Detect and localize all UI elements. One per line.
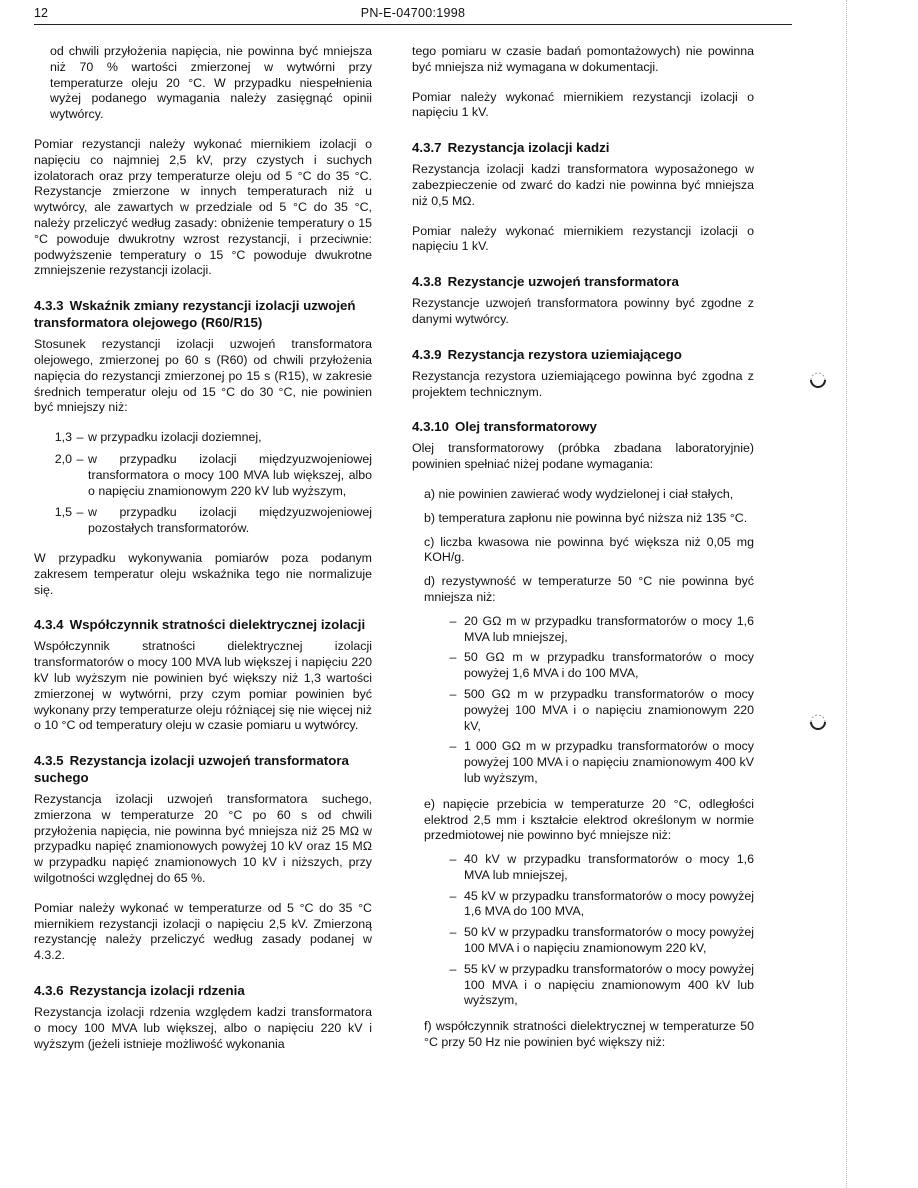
section-heading-4-3-8: 4.3.8 Rezystancje uzwojeń transformatora [412,274,679,290]
resistivity-list [412,614,754,787]
list-item: 2,0 – w przypadku izolacji międzyuzwojeniowej transformatora o mocy 100 MVA lub większej, albo o napięciu znamionowym 220 kV lub wyższym, [54,451,372,498]
list-item: c) liczba kwasowa nie powinna być większa niż 0,05 mg KOH/g. [424,534,754,565]
list-item: – 500 GΩ m w przypadku transformatorów o mocy powyżej 100 MVA i o napięciu znamionowym 220 kV, [449,686,754,733]
list-item: e) napięcie przebicia w temperaturze 20 °C, odległości elektrod 2,5 mm i kształcie elektrod określonym w normie przedmiotowej nie powinno być mniejsze niż: [424,796,754,843]
page-header [34,6,792,25]
section-heading-4-3-6: 4.3.6 Rezystancja izolacji rdzenia [34,983,245,999]
paragraph: Rezystancja rezystora uziemiającego powinna być zgodna z projektem technicznym. [412,368,754,399]
page-number: 12 [34,6,48,20]
list-item: b) temperatura zapłonu nie powinna być niższa niż 135 °C. [424,510,748,525]
section-heading-4-3-5: 4.3.5 Rezystancja izolacji uzwojeń transformatora suchego [34,753,349,786]
punch-hole-icon [808,714,828,734]
list-item: 1,3 – w przypadku izolacji doziemnej, [54,430,262,445]
section-heading-4-3-4: 4.3.4 Współczynnik stratności dielektrycznej izolacji [34,617,366,633]
paragraph: Rezystancje uzwojeń transformatora powinny być zgodne z danymi wytwórcy. [412,296,754,326]
punch-hole-icon [808,372,828,392]
section-heading-4-3-3: 4.3.3 Wskaźnik zmiany rezystancji izolacji uzwojeń transformatora olejowego (R60/R15) [34,298,356,331]
section-heading-4-3-7: 4.3.7 Rezystancja izolacji kadzi [412,140,610,156]
list-item: – 50 GΩ m w przypadku transformatorów o mocy powyżej 1,6 MVA i do 100 MVA, [449,650,754,681]
list-item: f) współczynnik stratności dielektrycznej w temperaturze 50 °C przy 50 Hz nie powinien być większy niż: [424,1019,754,1050]
breakdown-voltage-list [412,852,754,1009]
list-item: 1,5 – w przypadku izolacji międzyuzwojeniowej pozostałych transformatorów. [54,505,372,536]
requirements-list [412,487,754,1051]
list-item: – 55 kV w przypadku transformatorów o mocy powyżej 100 MVA i o napięciu znamionowym 400 kV lub wyższym, [449,961,754,1008]
list-item: – 50 kV w przypadku transformatorów o mocy powyżej 100 MVA i o napięciu znamionowym 220 kV, [449,925,754,956]
list-item: – 1 000 GΩ m w przypadku transformatorów o mocy powyżej 100 MVA i o napięciu znamionowym 400 kV lub wyższym, [449,739,754,785]
standard-number: PN-E-04700:1998 [360,6,466,20]
list-item: – 40 kV w przypadku transformatorów o mocy 1,6 MVA lub mniejszej, [449,852,754,882]
scan-margin-edge [846,0,851,1188]
paragraph: Pomiar należy wykonać miernikiem rezystancji izolacji o napięciu 1 kV. [412,89,754,120]
list-item: a) nie powinien zawierać wody wydzielonej i ciał stałych, [424,486,734,501]
paragraph: Pomiar należy wykonać w temperaturze od 5 °C do 35 °C miernikiem rezystancji izolacji o napięciu 2,5 kV. Zmierzoną rezystancję należy przeliczyć według zasady podanej w 4.3.2. [34,900,372,963]
paragraph: Pomiar należy wykonać miernikiem rezystancji izolacji o napięciu 1 kV. [412,223,754,254]
section-heading-4-3-9: 4.3.9 Rezystancja rezystora uziemiającego [412,346,682,362]
paragraph: tego pomiaru w czasie badań pomontażowych) nie powinna być mniejsza niż wymagana w dokumentacji. [412,44,754,74]
paragraph: Olej transformatorowy (próbka zbadana laboratoryjnie) powinien spełniać niżej podane wymagania: [412,441,754,472]
list-item: – 45 kV w przypadku transformatorów o mocy powyżej 1,6 MVA do 100 MVA, [449,888,754,919]
paragraph: Rezystancja izolacji rdzenia względem kadzi transformatora o mocy 100 MVA lub większej, albo o napięciu 220 kV i wyższym (jeżeli istnieje możliwość wykonania [34,1005,372,1051]
paragraph: od chwili przyłożenia napięcia, nie powinna być mniejsza niż 70 % wartości zmierzonej w wytwórni przy temperaturze oleju 20 °C. W przypadku niespełnienia wyżej podanego wymagania należy zasięgnąć opinii wytwórcy. [50,44,372,122]
paragraph: Rezystancja izolacji uzwojeń transformatora suchego, zmierzona w temperaturze 20 °C po 60 s od chwili przyłożenia napięcia, nie powinna być mniejsza niż 25 MΩ w przypadku napięć znamionowych powyżej 10 kV oraz 15 MΩ w przypadku napięć znamionowych 10 kV i niższych, przy wilgotności względnej do 65 %. [34,792,372,886]
paragraph: Rezystancja izolacji kadzi transformatora wyposażonego w zabezpieczenie od zwarć do kadzi nie powinna być mniejsza niż 0,5 MΩ. [412,162,754,208]
list-item: – 20 GΩ m w przypadku transformatorów o mocy 1,6 MVA lub mniejszej, [449,613,754,644]
paragraph: W przypadku wykonywania pomiarów poza podanym zakresem temperatur oleju wskaźnika tego nie normalizuje się. [34,550,372,597]
paragraph: Stosunek rezystancji izolacji uzwojeń transformatora olejowego, zmierzonej po 60 s (R60) od chwili przyłożenia napięcia do rezystancji zmierzonej po 15 s (R15), w zakresie średnich temperatur oleju od 15 °C do 30 °C, nie powinien być mniejszy niż: [34,337,372,415]
list-item: d) rezystywność w temperaturze 50 °C nie powinna być mniejsza niż: [424,574,754,604]
paragraph: Pomiar rezystancji należy wykonać miernikiem izolacji o napięciu co najmniej 2,5 kV, przy czystych i suchych izolatorach oraz przy temperaturze oleju od 5 °C do 35 °C. Rezystancje zmierzone w innych temperaturach niż u wytwórcy, ale zawartych w przedziale od 5 °C do 35 °C, należy przeliczyć według zasady: obniżenie temperatury o 15 °C powoduje dwukrotny wzrost rezystancji, i przeciwnie: podwyższenie temperatury o 15 °C powoduje dwukrotne zmniejszenie rezystancji izolacji. [34,136,372,278]
left-column [34,44,372,1066]
ratio-list [34,430,372,537]
paragraph: Współczynnik stratności dielektrycznej izolacji transformatorów o mocy 100 MVA lub większej i napięciu 220 kV lub wyższym nie powinien być większy niż 1,3 wartości zmierzonej w wytwórni, przy czym pomiar powinien być wykonany przy temperaturze oleju różniącej się nie więcej niż o 10 °C od temperatury oleju w czasie pomiaru u wytwórcy. [34,639,372,733]
section-heading-4-3-10: 4.3.10 Olej transformatorowy [412,419,597,435]
right-column [412,44,754,1059]
